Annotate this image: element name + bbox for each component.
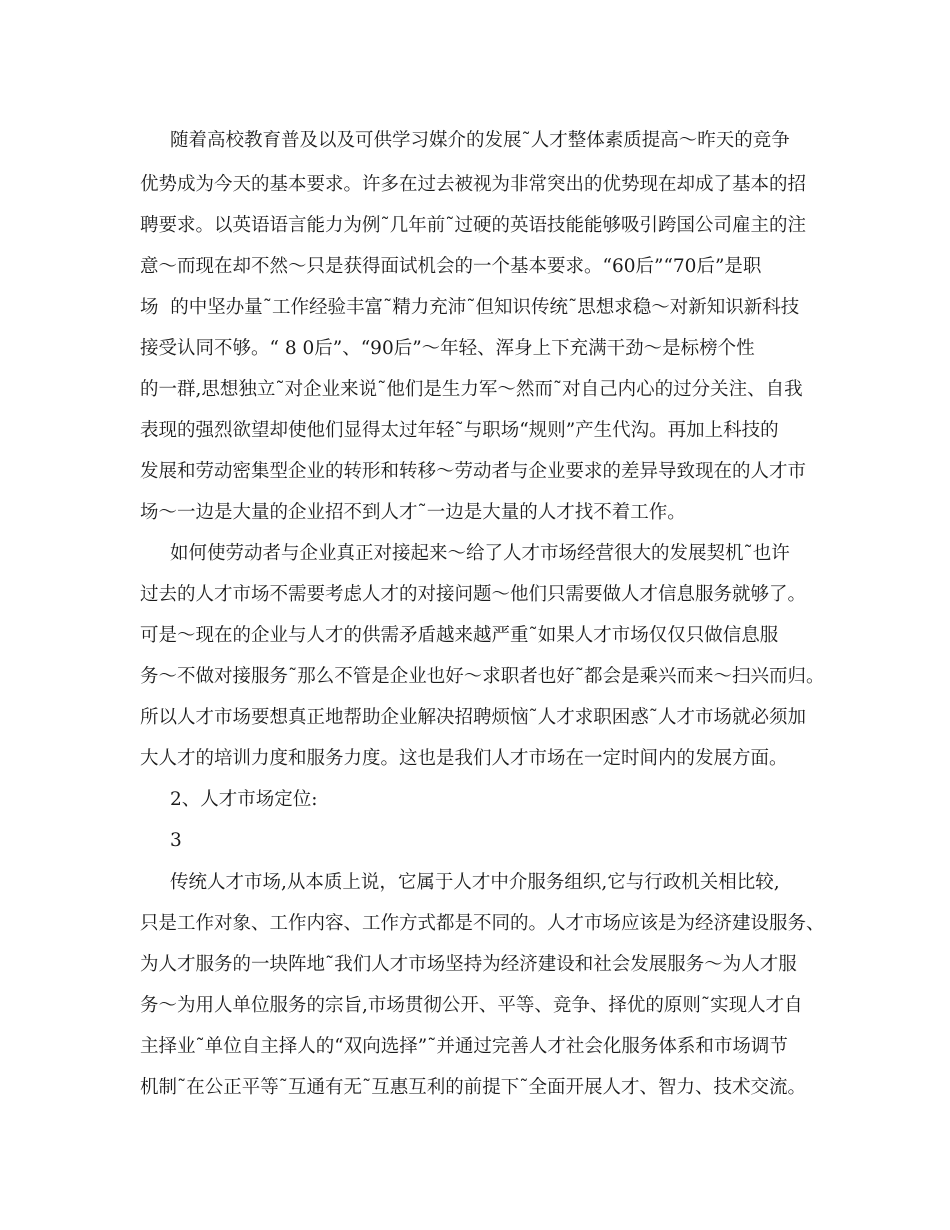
text-line: 场 的中坚办量˜工作经验丰富˜精力充沛˜但知识传统˜思想求稳～对新知识新科技 (140, 297, 800, 318)
text-line: 的一群,思想独立˜对企业来说˜他们是生力军～然而˜对自己内心的过分关注、自我 (140, 379, 803, 400)
text-line: 务～不做对接服务˜那么不管是企业也好～求职者也好˜都会是乘兴而来～扫兴而归。 (140, 666, 825, 687)
text-line: 过去的人才市场不需要考虑人才的对接问题～他们只需要做人才信息服务就够了。 (140, 584, 807, 605)
page-number: 3 (170, 830, 182, 851)
text-line: 优势成为今天的基本要求。许多在过去被视为非常突出的优势现在却成了基本的招 (140, 174, 807, 195)
text-line: 机制˜在公正平等˜互通有无˜互惠互利的前提下˜全面开展人才、智力、技术交流。 (140, 1077, 807, 1098)
text-line: 意～而现在却不然～只是获得面试机会的一个基本要求。“60后”“70后”是职 (140, 256, 762, 277)
section-heading: 2、人才市场定位: (170, 789, 318, 810)
text-line: 发展和劳动密集型企业的转形和转移～劳动者与企业要求的差异导致现在的人才市 (140, 461, 807, 482)
text-line: 随着高校教育普及以及可供学习媒介的发展˜人才整体素质提高～昨天的竞争 (170, 130, 790, 151)
text-line: 务～为用人单位服务的宗旨,市场贯彻公开、平等、竞争、择优的原则˜实现人才自 (140, 995, 803, 1016)
text-line: 大人才的培训力度和服务力度。这也是我们人才市场在一定时间内的发展方面。 (140, 748, 788, 769)
text-line: 为人才服务的一块阵地˜我们人才市场坚持为经济建设和社会发展服务～为人才服 (140, 954, 797, 975)
text-line: 所以人才市场要想真正地帮助企业解决招聘烦恼˜人才求职困惑˜人才市场就必须加 (140, 707, 807, 728)
text-line: 只是工作对象、工作内容、工作方式都是不同的。人才市场应该是为经济建设服务、 (140, 913, 825, 934)
text-line: 接受认同不够。“ 8 0后”、“90后”～年轻、浑身上下充满干劲～是标榜个性 (140, 338, 755, 359)
text-line: 可是～现在的企业与人才的供需矛盾越来越严重˜如果人才市场仅仅只做信息服 (140, 625, 779, 646)
text-line: 聘要求。以英语语言能力为例˜几年前˜过硬的英语技能能够吸引跨国公司雇主的注 (140, 215, 807, 236)
text-line: 传统人才市场,从本质上说，它属于人才中介服务组织,它与行政机关相比较, (170, 872, 780, 893)
text-line: 场～一边是大量的企业招不到人才˜一边是大量的人才找不着工作。 (140, 502, 686, 523)
text-line: 主择业˜单位自主择人的“双向选择”˜并通过完善人才社会化服务体系和市场调节 (140, 1036, 788, 1057)
text-line: 表现的强烈欲望却使他们显得太过年轻˜与职场“规则”产生代沟。再加上科技的 (140, 420, 779, 441)
text-line: 如何使劳动者与企业真正对接起来～给了人才市场经营很大的发展契机˜也许 (170, 543, 790, 564)
